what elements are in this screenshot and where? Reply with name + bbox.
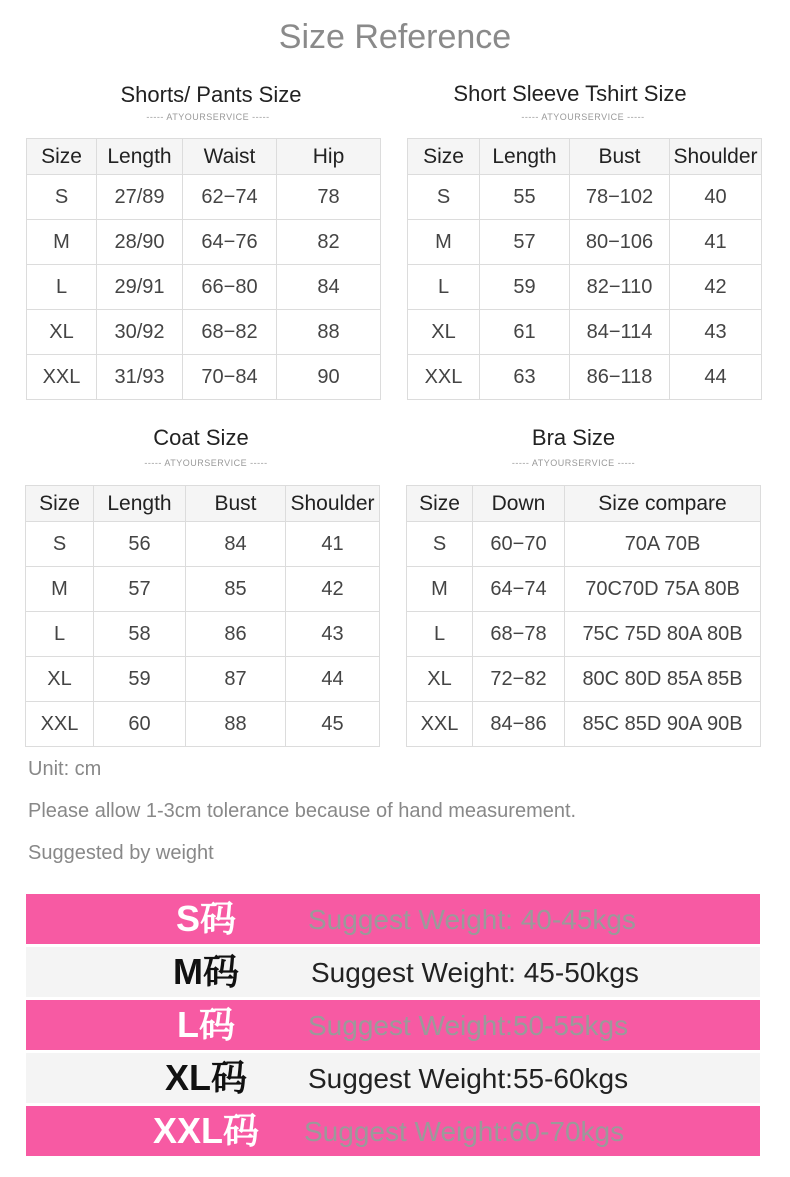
tshirt-title: Short Sleeve Tshirt Size	[453, 81, 687, 106]
table-cell: 31/93	[97, 355, 183, 400]
table-cell: 28/90	[97, 220, 183, 265]
table-cell: 56	[94, 522, 186, 567]
table-cell: 27/89	[97, 175, 183, 220]
weight-size-label: L码	[177, 1004, 235, 1045]
table-cell: 42	[286, 567, 380, 612]
table-cell: 87	[186, 657, 286, 702]
table-row	[27, 175, 381, 220]
table-row	[408, 355, 762, 400]
table-cell: 85	[186, 567, 286, 612]
column-header: Shoulder	[670, 139, 762, 175]
table-row	[407, 612, 761, 657]
bra-title: Bra Size	[531, 425, 616, 450]
table-cell: 64−74	[473, 567, 565, 612]
weight-row	[26, 947, 760, 997]
table-cell: S	[407, 522, 473, 567]
shorts-size-table	[26, 138, 381, 400]
weight-row	[26, 1053, 760, 1103]
weight-size-label: S码	[175, 898, 236, 939]
table-cell: 64−76	[183, 220, 277, 265]
tshirt-size-table	[407, 138, 762, 400]
table-cell: 41	[670, 220, 762, 265]
table-cell: 63	[480, 355, 570, 400]
table-cell: 70A 70B	[565, 522, 761, 567]
table-cell: 88	[186, 702, 286, 747]
table-cell: XL	[27, 310, 97, 355]
tshirt-subtitle: ----- ATYOURSERVICE -----	[521, 112, 645, 122]
table-cell: XL	[408, 310, 480, 355]
table-cell: S	[27, 175, 97, 220]
weight-suggestion-text: Suggest Weight:55-60kgs	[308, 1063, 629, 1094]
table-cell: 85C 85D 90A 90B	[565, 702, 761, 747]
table-cell: 30/92	[97, 310, 183, 355]
table-cell: 72−82	[473, 657, 565, 702]
table-cell: 41	[286, 522, 380, 567]
table-row	[26, 702, 380, 747]
unit-note: Unit: cm	[28, 758, 102, 780]
table-cell: 80C 80D 85A 85B	[565, 657, 761, 702]
table-row	[407, 702, 761, 747]
table-row	[407, 657, 761, 702]
table-cell: 82	[277, 220, 381, 265]
table-cell: 78−102	[570, 175, 670, 220]
coat-size-table	[25, 485, 380, 747]
weight-suggestion-text: Suggest Weight: 40-45kgs	[308, 904, 636, 935]
table-cell: 70−84	[183, 355, 277, 400]
column-header: Shoulder	[286, 486, 380, 522]
column-header: Size compare	[565, 486, 761, 522]
table-cell: 78	[277, 175, 381, 220]
table-header-row	[26, 486, 380, 522]
shorts-subtitle: ----- ATYOURSERVICE -----	[146, 112, 270, 122]
column-header: Size	[26, 486, 94, 522]
weight-row	[26, 1000, 760, 1050]
tolerance-note: Please allow 1-3cm tolerance because of hand measurement.	[28, 800, 577, 822]
table-row	[408, 310, 762, 355]
table-cell: 82−110	[570, 265, 670, 310]
table-row	[27, 265, 381, 310]
weight-size-label: XXL码	[152, 1110, 259, 1151]
table-row	[408, 175, 762, 220]
table-row	[26, 612, 380, 657]
table-row	[27, 310, 381, 355]
table-cell: 84−114	[570, 310, 670, 355]
table-cell: S	[408, 175, 480, 220]
column-header: Hip	[277, 139, 381, 175]
column-header: Size	[27, 139, 97, 175]
table-row	[407, 567, 761, 612]
table-cell: 40	[670, 175, 762, 220]
table-cell: 70C70D 75A 80B	[565, 567, 761, 612]
table-cell: 86−118	[570, 355, 670, 400]
weight-size-label: XL码	[164, 1057, 247, 1098]
table-cell: L	[407, 612, 473, 657]
weight-suggestion-text: Suggest Weight: 45-50kgs	[311, 957, 639, 988]
table-cell: 60	[94, 702, 186, 747]
coat-title: Coat Size	[153, 425, 249, 450]
table-cell: 55	[480, 175, 570, 220]
table-header-row	[407, 486, 761, 522]
table-cell: 90	[277, 355, 381, 400]
table-cell: 43	[670, 310, 762, 355]
table-cell: 58	[94, 612, 186, 657]
table-cell: M	[407, 567, 473, 612]
table-cell: 29/91	[97, 265, 183, 310]
table-row	[26, 522, 380, 567]
table-cell: 45	[286, 702, 380, 747]
table-cell: 43	[286, 612, 380, 657]
table-header-row	[27, 139, 381, 175]
column-header: Size	[407, 486, 473, 522]
weight-suggestion-text: Suggest Weight:60-70kgs	[304, 1116, 625, 1147]
table-row	[26, 657, 380, 702]
table-row	[408, 265, 762, 310]
table-cell: 57	[480, 220, 570, 265]
table-cell: 88	[277, 310, 381, 355]
table-cell: L	[27, 265, 97, 310]
table-cell: L	[408, 265, 480, 310]
table-header-row	[408, 139, 762, 175]
table-cell: 86	[186, 612, 286, 657]
table-cell: 68−82	[183, 310, 277, 355]
table-row	[26, 567, 380, 612]
table-cell: 68−78	[473, 612, 565, 657]
shorts-title: Shorts/ Pants Size	[120, 82, 302, 107]
table-cell: 60−70	[473, 522, 565, 567]
bra-subtitle: ----- ATYOURSERVICE -----	[511, 458, 636, 468]
table-cell: 66−80	[183, 265, 277, 310]
column-header: Size	[408, 139, 480, 175]
column-header: Waist	[183, 139, 277, 175]
table-cell: 44	[286, 657, 380, 702]
weight-row	[26, 1106, 760, 1156]
table-cell: 80−106	[570, 220, 670, 265]
table-cell: M	[408, 220, 480, 265]
weight-size-label: M码	[173, 951, 239, 992]
table-cell: M	[26, 567, 94, 612]
table-cell: XL	[26, 657, 94, 702]
table-cell: 84	[277, 265, 381, 310]
weight-row	[26, 894, 760, 944]
column-header: Down	[473, 486, 565, 522]
coat-subtitle: ----- ATYOURSERVICE -----	[144, 458, 268, 468]
table-row	[408, 220, 762, 265]
table-cell: 61	[480, 310, 570, 355]
table-cell: 75C 75D 80A 80B	[565, 612, 761, 657]
table-cell: 84−86	[473, 702, 565, 747]
table-cell: 59	[480, 265, 570, 310]
table-cell: XL	[407, 657, 473, 702]
table-cell: 84	[186, 522, 286, 567]
table-cell: 62−74	[183, 175, 277, 220]
table-row	[27, 220, 381, 265]
table-cell: M	[27, 220, 97, 265]
table-cell: L	[26, 612, 94, 657]
column-header: Length	[94, 486, 186, 522]
page-title: Size Reference	[278, 18, 512, 56]
table-cell: 59	[94, 657, 186, 702]
column-header: Length	[480, 139, 570, 175]
table-cell: 42	[670, 265, 762, 310]
column-header: Length	[97, 139, 183, 175]
column-header: Bust	[570, 139, 670, 175]
table-cell: XXL	[27, 355, 97, 400]
weight-heading: Suggested by weight	[28, 842, 214, 864]
table-cell: 57	[94, 567, 186, 612]
table-cell: XXL	[26, 702, 94, 747]
table-cell: S	[26, 522, 94, 567]
weight-suggestion-text: Suggest Weight:50-55kgs	[308, 1010, 629, 1041]
table-row	[27, 355, 381, 400]
bra-size-table	[406, 485, 761, 747]
column-header: Bust	[186, 486, 286, 522]
table-cell: XXL	[408, 355, 480, 400]
table-row	[407, 522, 761, 567]
table-cell: XXL	[407, 702, 473, 747]
table-cell: 44	[670, 355, 762, 400]
